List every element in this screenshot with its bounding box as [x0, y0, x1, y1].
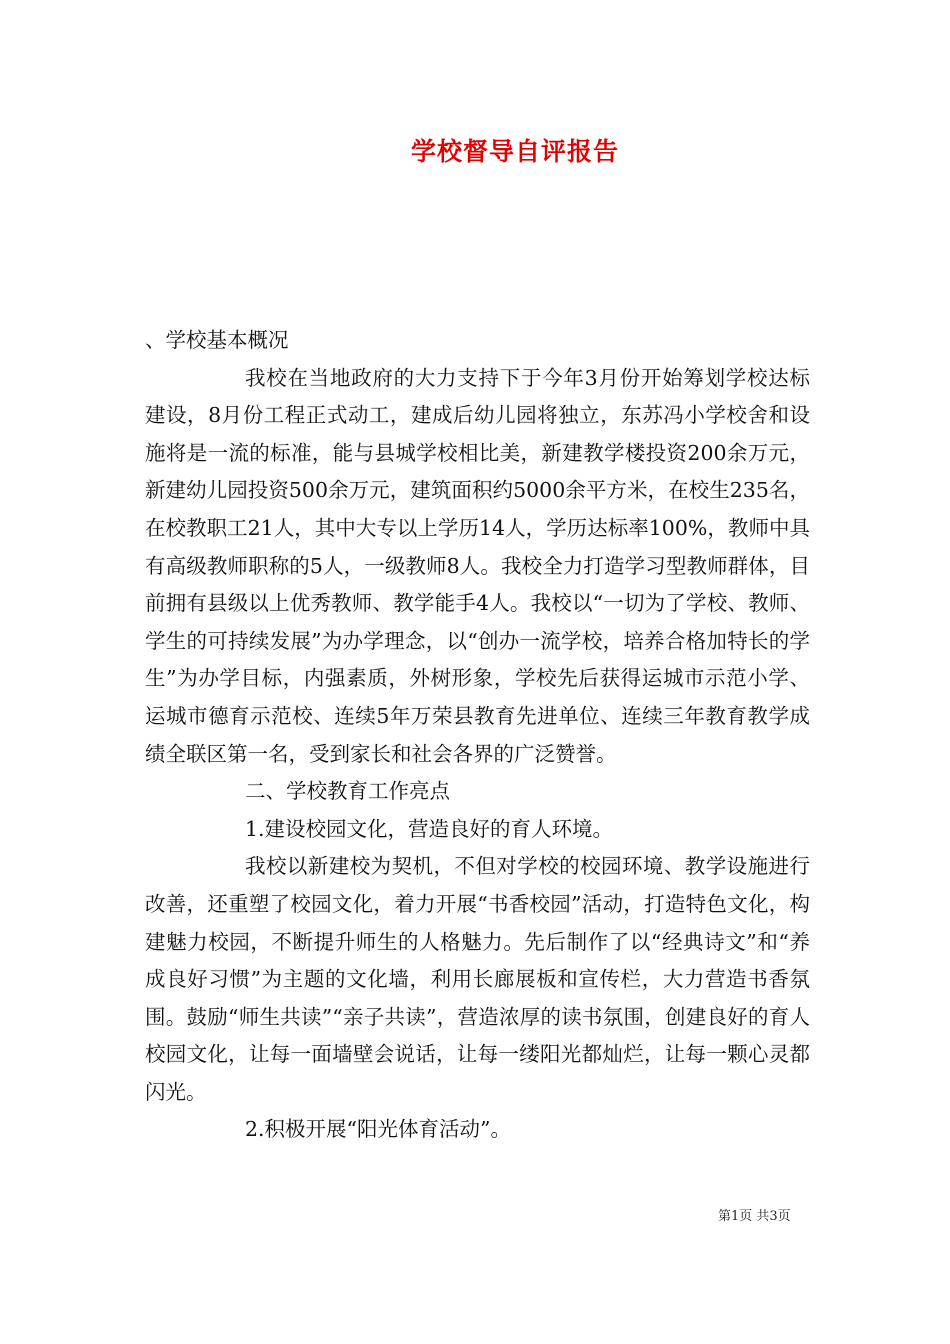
section-1-paragraph: 我校在当地政府的大力支持下于今年3月份开始筹划学校达标建设，8月份工程正式动工，建成后幼儿园将独立，东苏冯小学校舍和设施将是一流的标准，能与县城学校相比美，新建教学楼投资200余万元，新建幼儿园投资500余万元，建筑面积约5000余平方米，在校生235名，在校教职工21人，其中大专以上学历14人，学历达标率100%，教师中具有高级教师职称的5人，一级教师8人。我校全力打造学习型教师群体，目前拥有县级以上优秀教师、教学能手4人。我校以“一切为了学校、教师、学生的可持续发展”为办学理念，以“创办一流学校，培养合格加特长的学生”为办学目标，内强素质，外树形象，学校先后获得运城市示范小学、运城市德育示范校、连续5年万荣县教育先进单位、连续三年教育教学成绩全联区第一名，受到家长和社会各界的广泛赞誉。 — [145, 365, 810, 766]
section-2-item-1-paragraph: 我校以新建校为契机，不但对学校的校园环境、教学设施进行改善，还重塑了校园文化，着力开展“书香校园”活动，打造特色文化，构建魅力校园，不断提升师生的人格魅力。先后制作了以“经典诗文”和“养成良好习惯”为主题的文化墙，利用长廊展板和宣传栏，大力营造书香氛围。鼓励“师生共读”“亲子共读”，营造浓厚的读书氛围，创建良好的育人校园文化，让每一面墙壁会说话，让每一缕阳光都灿烂，让每一颗心灵都闪光。 — [145, 854, 810, 1104]
section-2-item-1-heading: 1.建设校园文化，营造良好的育人环境。 — [245, 816, 614, 841]
section-2-heading: 二、学校教育工作亮点 — [245, 779, 450, 804]
page-number-footer: 第1页 共3页 — [718, 1209, 791, 1224]
section-1-heading: 、学校基本概况 — [145, 328, 289, 352]
document-body — [145, 322, 810, 1149]
document-title: 学校督导自评报告 — [410, 137, 619, 166]
section-2-item-2-heading: 2.积极开展“阳光体育活动”。 — [245, 1117, 512, 1142]
